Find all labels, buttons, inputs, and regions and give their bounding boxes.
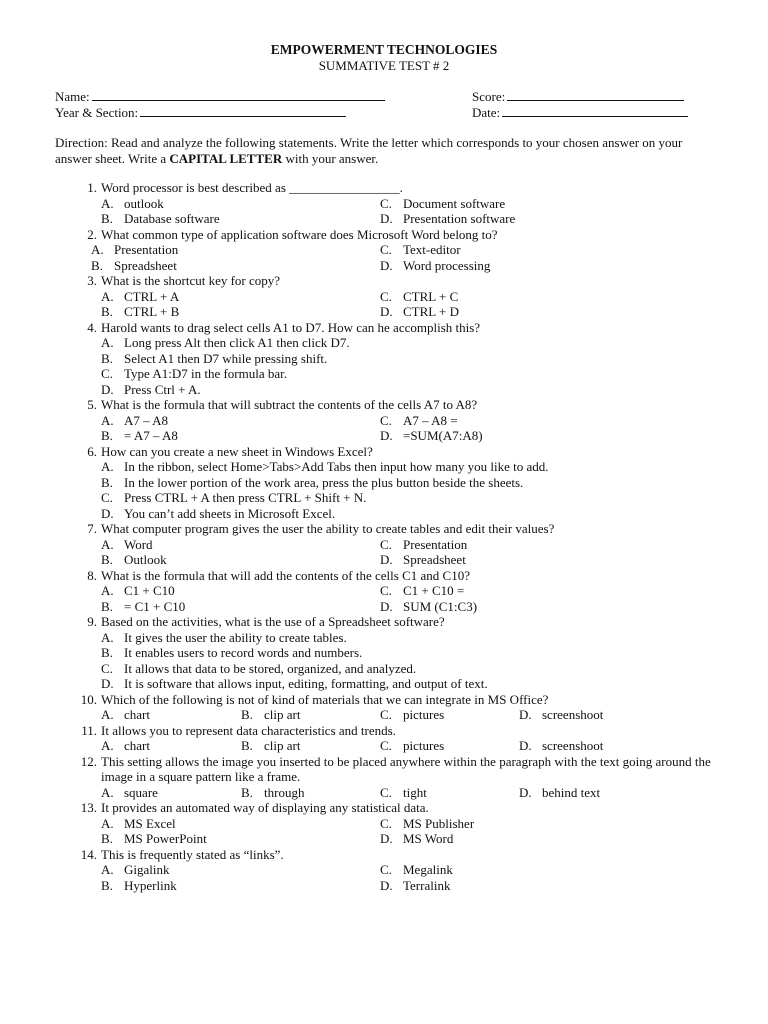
answer-option[interactable]: [519, 785, 600, 801]
direction-text: Direction: Read and analyze the following statements. Write the letter which corresponds to your chosen answer on your answer sheet. Write a: [55, 135, 683, 166]
option-text: MS Publisher: [403, 815, 475, 831]
option-row: [55, 258, 715, 274]
answer-option[interactable]: [241, 707, 300, 723]
question-number: 2.: [87, 226, 97, 242]
question-stem: [55, 273, 715, 289]
option-letter: A.: [101, 536, 114, 552]
option-letter: B.: [101, 474, 113, 490]
option-text: It allows that data to be stored, organized, and analyzed.: [124, 660, 417, 676]
option-text: Select A1 then D7 while pressing shift.: [124, 350, 328, 366]
question-text: What is the formula that will subtract the contents of the cells A7 to A8?: [101, 397, 478, 412]
option-row: [55, 862, 715, 878]
option-text: It enables users to record words and numbers.: [124, 645, 363, 660]
answer-option[interactable]: [380, 583, 464, 599]
answer-option[interactable]: [101, 738, 150, 754]
option-letter: A.: [101, 784, 114, 800]
page-subtitle: SUMMATIVE TEST # 2: [318, 58, 450, 73]
date-blank[interactable]: [502, 104, 688, 117]
answer-option[interactable]: [91, 258, 177, 274]
option-text: Megalink: [403, 862, 453, 877]
answer-option[interactable]: [519, 738, 603, 754]
option-letter: C.: [380, 536, 392, 552]
option-text: behind text: [542, 784, 601, 800]
option-text: = A7 – A8: [124, 428, 178, 443]
option-text: Presentation: [403, 536, 468, 552]
question-stem: [55, 227, 715, 243]
question-text: What computer program gives the user the ability to create tables and edit their values?: [101, 521, 555, 536]
option-letter: A.: [91, 242, 104, 257]
answer-option[interactable]: [101, 599, 185, 615]
option-text: outlook: [124, 195, 164, 211]
option-text: MS Word: [403, 831, 454, 846]
option-text: In the lower portion of the work area, press the plus button beside the sheets.: [124, 474, 524, 490]
option-text: Press Ctrl + A.: [124, 381, 201, 397]
option-row: [55, 583, 715, 599]
option-letter: C.: [101, 490, 113, 505]
answer-option[interactable]: [380, 211, 515, 227]
answer-option[interactable]: [101, 862, 170, 878]
option-letter: D.: [519, 738, 532, 753]
question-item: [55, 723, 715, 754]
option-row: [55, 304, 715, 320]
option-letter: A.: [101, 195, 114, 211]
option-text: CTRL + B: [124, 304, 180, 319]
option-letter: C.: [380, 195, 392, 211]
question-text: This is frequently stated as “links”.: [101, 846, 284, 862]
option-letter: B.: [101, 877, 113, 893]
answer-option[interactable]: [55, 645, 715, 661]
option-letter: C.: [101, 660, 113, 676]
option-text: CTRL + C: [403, 288, 459, 304]
option-letter: C.: [380, 815, 392, 831]
question-text: Based on the activities, what is the use of a Spreadsheet software?: [101, 614, 445, 629]
option-letter: D.: [380, 552, 393, 567]
answer-option[interactable]: [380, 196, 505, 212]
answer-option[interactable]: [101, 552, 167, 568]
option-letter: D.: [380, 257, 393, 273]
option-letter: D.: [380, 304, 393, 319]
answer-option[interactable]: [380, 831, 453, 847]
option-text: Type A1:D7 in the formula bar.: [124, 366, 288, 381]
question-text: Word processor is best described as _________________.: [101, 180, 403, 195]
option-letter: B.: [91, 257, 103, 273]
question-item: [55, 692, 715, 723]
question-stem: [55, 692, 715, 708]
option-row: [55, 816, 715, 832]
answer-option[interactable]: [101, 831, 207, 847]
option-row: [55, 707, 715, 723]
score-field[interactable]: [472, 88, 684, 105]
answer-option[interactable]: [91, 242, 178, 258]
question-text: What is the shortcut key for copy?: [101, 273, 281, 288]
answer-option[interactable]: [55, 351, 715, 367]
question-stem: [55, 444, 715, 460]
answer-option[interactable]: [55, 335, 715, 351]
option-letter: B.: [101, 598, 113, 614]
option-letter: B.: [101, 304, 113, 319]
question-number: 8.: [87, 567, 97, 583]
option-text: Outlook: [124, 552, 167, 567]
answer-option[interactable]: [101, 428, 178, 444]
question-item: [55, 397, 715, 444]
option-letter: B.: [241, 738, 253, 753]
question-item: [55, 521, 715, 568]
option-row: [55, 413, 715, 429]
option-text: =SUM(A7:A8): [403, 428, 483, 443]
question-stem: [55, 521, 715, 537]
option-text: A7 – A8: [124, 412, 169, 428]
option-letter: B.: [241, 707, 253, 722]
option-row: [55, 738, 715, 754]
question-stem: [55, 320, 715, 336]
name-field[interactable]: [55, 88, 385, 105]
option-text: MS Excel: [124, 815, 176, 831]
option-text: clip art: [264, 707, 301, 722]
answer-option[interactable]: [101, 878, 177, 894]
option-letter: A.: [101, 459, 114, 474]
answer-option[interactable]: [519, 707, 603, 723]
question-item: [55, 444, 715, 522]
question-list: [55, 180, 715, 893]
option-letter: A.: [101, 862, 114, 877]
option-letter: A.: [101, 815, 114, 831]
question-item: [55, 614, 715, 692]
option-letter: C.: [380, 583, 392, 598]
option-letter: D.: [519, 784, 532, 800]
option-letter: A.: [101, 288, 114, 304]
answer-option[interactable]: [380, 428, 483, 444]
question-text: Which of the following is not of kind of materials that we can integrate in MS Office?: [101, 691, 549, 707]
option-text: Gigalink: [124, 862, 170, 877]
question-stem: [55, 397, 715, 413]
option-text: Presentation: [114, 242, 179, 257]
question-stem: [55, 614, 715, 630]
question-number: 6.: [87, 443, 97, 459]
question-item: [55, 754, 715, 801]
question-item: [55, 273, 715, 320]
option-text: screenshoot: [542, 738, 604, 753]
question-text: What common type of application software does Microsoft Word belong to?: [101, 226, 498, 242]
option-letter: D.: [380, 598, 393, 614]
question-number: 11.: [81, 722, 97, 738]
option-text: Word processing: [403, 257, 491, 273]
option-text: Word: [124, 536, 153, 552]
option-text: through: [264, 784, 305, 800]
answer-option[interactable]: [55, 661, 715, 677]
option-letter: D.: [101, 505, 114, 521]
answer-option[interactable]: [55, 490, 715, 506]
answer-option[interactable]: [241, 738, 300, 754]
option-letter: D.: [101, 381, 114, 397]
option-letter: D.: [380, 428, 393, 443]
question-number: 9.: [87, 614, 97, 629]
question-stem: [55, 568, 715, 584]
option-letter: D.: [519, 707, 532, 722]
answer-option[interactable]: [380, 862, 453, 878]
date-field[interactable]: [472, 104, 688, 121]
option-row: [55, 242, 715, 258]
question-text: Harold wants to drag select cells A1 to D7. How can he accomplish this?: [101, 319, 481, 335]
option-text: pictures: [403, 707, 445, 722]
answer-option[interactable]: [55, 630, 715, 646]
option-row: [55, 599, 715, 615]
option-row: [55, 537, 715, 553]
option-text: Press CTRL + A then press CTRL + Shift + N.: [124, 490, 367, 505]
option-letter: C.: [380, 412, 392, 428]
answer-option[interactable]: [380, 599, 477, 615]
option-row: [55, 289, 715, 305]
option-letter: B.: [101, 211, 113, 226]
question-number: 12.: [80, 753, 97, 769]
option-text: screenshoot: [542, 707, 604, 722]
question-stem: [55, 723, 715, 739]
answer-option[interactable]: [380, 258, 490, 274]
option-text: MS PowerPoint: [124, 831, 207, 846]
answer-option[interactable]: [241, 785, 304, 801]
year-section-field[interactable]: [55, 104, 346, 121]
option-letter: C.: [380, 707, 392, 722]
option-letter: C.: [380, 862, 392, 877]
question-text: What is the formula that will add the contents of the cells C1 and C10?: [101, 567, 470, 583]
option-text: chart: [124, 738, 150, 753]
question-number: 13.: [80, 800, 97, 815]
option-letter: A.: [101, 335, 114, 350]
option-row: [55, 196, 715, 212]
year-section-label: Year & Section:: [55, 105, 139, 120]
question-item: [55, 800, 715, 847]
answer-option[interactable]: [380, 289, 458, 305]
option-letter: A.: [101, 738, 114, 753]
option-text: pictures: [403, 738, 445, 753]
option-text: = C1 + C10: [124, 598, 186, 614]
option-letter: C.: [380, 242, 392, 257]
page-title: EMPOWERMENT TECHNOLOGIES: [270, 42, 498, 57]
option-letter: C.: [380, 784, 392, 800]
question-item: [55, 568, 715, 615]
option-letter: B.: [241, 784, 253, 800]
direction-emphasis: CAPITAL LETTER: [169, 150, 283, 166]
option-letter: D.: [380, 211, 393, 226]
option-letter: C.: [380, 288, 392, 304]
answer-option[interactable]: [101, 537, 153, 553]
option-text: In the ribbon, select Home>Tabs>Add Tabs then input how many you like to add.: [124, 459, 549, 474]
option-text: Hyperlink: [124, 877, 177, 893]
option-letter: C.: [380, 738, 392, 753]
option-text: chart: [124, 707, 150, 722]
question-stem: [55, 754, 715, 785]
option-letter: B.: [101, 350, 113, 366]
question-number: 7.: [87, 521, 97, 536]
answer-option[interactable]: [55, 459, 715, 475]
question-number: 14.: [80, 846, 97, 862]
option-letter: A.: [101, 707, 114, 722]
option-text: square: [124, 784, 158, 800]
option-letter: D.: [101, 676, 114, 691]
answer-option[interactable]: [380, 878, 450, 894]
answer-option[interactable]: [380, 537, 467, 553]
option-text: Terralink: [403, 877, 451, 893]
question-item: [55, 227, 715, 274]
answer-option[interactable]: [380, 242, 461, 258]
date-label: Date:: [472, 105, 501, 120]
question-item: [55, 847, 715, 894]
option-text: Document software: [403, 195, 506, 211]
option-letter: A.: [101, 629, 114, 645]
option-text: Spreadsheet: [403, 552, 466, 567]
option-text: SUM (C1:C3): [403, 598, 478, 614]
option-row: [55, 428, 715, 444]
option-letter: A.: [101, 412, 114, 428]
answer-option[interactable]: [55, 366, 715, 382]
answer-option[interactable]: [101, 211, 220, 227]
option-text: A7 – A8 =: [403, 412, 458, 428]
question-number: 10.: [80, 691, 97, 707]
option-text: CTRL + D: [403, 304, 459, 319]
answer-option[interactable]: [380, 304, 459, 320]
year-section-blank[interactable]: [140, 104, 346, 117]
option-text: C1 + C10 =: [403, 583, 465, 598]
question-text: This setting allows the image you inserted to be placed anywhere within the paragraph with the text going around the image in a square pattern like a frame.: [101, 753, 711, 784]
answer-option[interactable]: [101, 196, 164, 212]
answer-option[interactable]: [380, 413, 458, 429]
option-text: Spreadsheet: [114, 257, 177, 273]
test-header: [0, 42, 768, 74]
option-row: [55, 552, 715, 568]
option-row: [55, 831, 715, 847]
answer-option[interactable]: [101, 707, 150, 723]
question-stem: [55, 180, 715, 196]
question-text: It provides an automated way of displaying any statistical data.: [101, 800, 429, 815]
option-text: It is software that allows input, editing, formatting, and output of text.: [124, 676, 488, 691]
answer-option[interactable]: [380, 552, 466, 568]
name-blank[interactable]: [92, 88, 385, 101]
option-text: tight: [403, 784, 427, 800]
question-stem: [55, 800, 715, 816]
question-item: [55, 180, 715, 227]
option-row: [55, 878, 715, 894]
option-text: CTRL + A: [124, 288, 180, 304]
option-text: You can’t add sheets in Microsoft Excel.: [124, 505, 336, 521]
option-text: C1 + C10: [124, 583, 175, 598]
option-letter: D.: [380, 831, 393, 846]
option-letter: D.: [380, 877, 393, 893]
option-row: [55, 785, 715, 801]
option-text: Database software: [124, 211, 220, 226]
answer-option[interactable]: [380, 738, 444, 754]
option-row: [55, 211, 715, 227]
answer-option[interactable]: [101, 816, 176, 832]
question-number: 4.: [87, 319, 97, 335]
option-letter: C.: [101, 366, 113, 381]
option-letter: A.: [101, 583, 114, 598]
option-letter: B.: [101, 428, 113, 443]
directions: [55, 135, 715, 166]
option-letter: B.: [101, 831, 113, 846]
option-text: Long press Alt then click A1 then click D7.: [124, 335, 350, 350]
question-item: [55, 320, 715, 398]
answer-option[interactable]: [380, 707, 444, 723]
question-number: 5.: [87, 397, 97, 412]
option-letter: B.: [101, 552, 113, 567]
student-info: [55, 88, 715, 120]
answer-option[interactable]: [55, 382, 715, 398]
direction-text-end: with your answer.: [282, 150, 379, 166]
name-label: Name:: [55, 89, 90, 104]
option-text: It gives the user the ability to create tables.: [124, 629, 347, 645]
answer-option[interactable]: [101, 785, 158, 801]
answer-option[interactable]: [380, 816, 474, 832]
score-blank[interactable]: [507, 88, 684, 101]
option-text: Text-editor: [403, 242, 461, 257]
answer-option[interactable]: [55, 475, 715, 491]
answer-option[interactable]: [380, 785, 427, 801]
question-text: How can you create a new sheet in Windows Excel?: [101, 443, 373, 459]
option-text: clip art: [264, 738, 301, 753]
answer-option[interactable]: [101, 413, 168, 429]
score-label: Score:: [472, 89, 506, 104]
question-number: 3.: [87, 273, 97, 288]
option-letter: B.: [101, 645, 113, 660]
answer-option[interactable]: [101, 583, 175, 599]
question-stem: [55, 847, 715, 863]
option-text: Presentation software: [403, 211, 516, 226]
answer-option[interactable]: [101, 289, 179, 305]
answer-option[interactable]: [55, 506, 715, 522]
answer-option[interactable]: [55, 676, 715, 692]
question-text: It allows you to represent data characteristics and trends.: [101, 722, 396, 738]
question-number: 1.: [87, 180, 97, 195]
answer-option[interactable]: [101, 304, 179, 320]
